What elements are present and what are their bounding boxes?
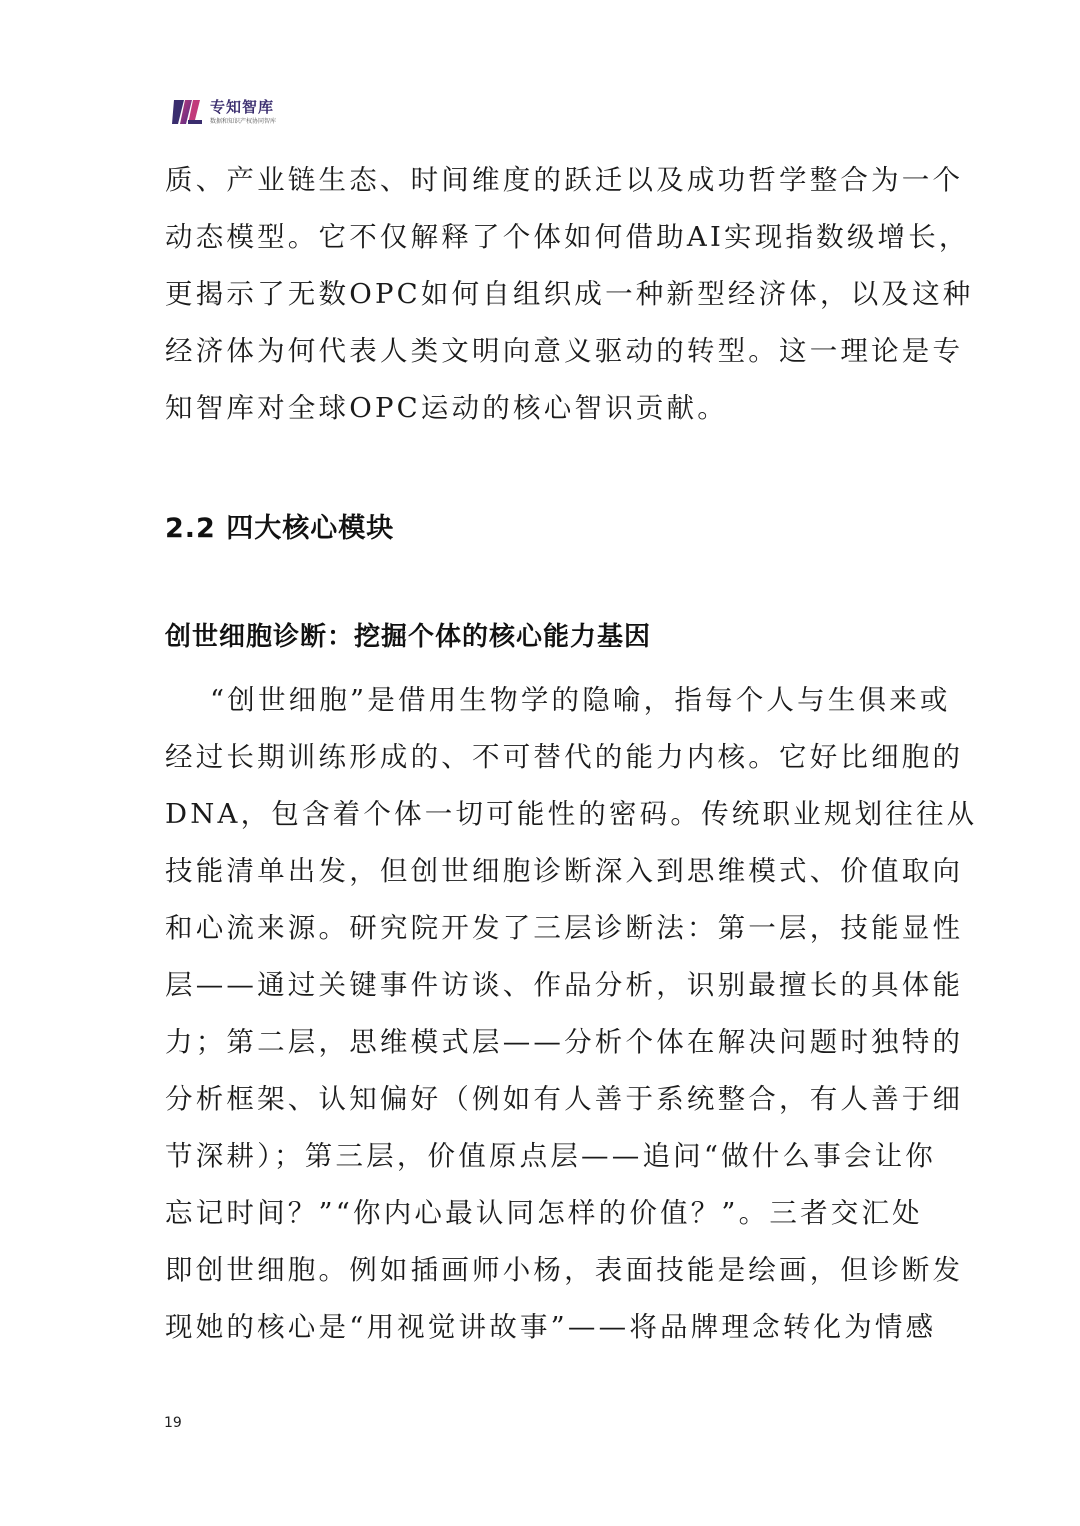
text-line: 经过长期训练形成的、不可替代的能力内核。它好比细胞的 xyxy=(165,741,964,773)
subsection-heading: 创世细胞诊断：挖掘个体的核心能力基因 xyxy=(165,622,652,652)
text-line: 忘记时间？”“你内心最认同怎样的价值？”。三者交汇处 xyxy=(165,1197,923,1229)
text-line: 即创世细胞。例如插画师小杨，表面技能是绘画，但诊断发 xyxy=(165,1254,964,1286)
logo-tagline: 数据和知识产权协同智库 xyxy=(210,118,277,125)
text-line: 节深耕）；第三层，价值原点层——追问“做什么事会让你 xyxy=(165,1140,937,1172)
logo-mark-icon xyxy=(172,98,204,126)
text-line: 和心流来源。研究院开发了三层诊断法：第一层，技能显性 xyxy=(165,912,964,944)
text-line: 分析框架、认知偏好（例如有人善于系统整合，有人善于细 xyxy=(165,1083,964,1115)
text-line: 力；第二层，思维模式层——分析个体在解决问题时独特的 xyxy=(165,1026,964,1058)
section-heading: 2.2 四大核心模块 xyxy=(165,513,395,544)
text-line: 知智库对全球OPC运动的核心智识贡献。 xyxy=(165,392,728,424)
text-line: 质、产业链生态、时间维度的跃迁以及成功哲学整合为一个 xyxy=(165,164,964,196)
intro-paragraph xyxy=(165,152,974,437)
text-line: “创世细胞”是借用生物学的隐喻，指每个人与生俱来或 xyxy=(210,684,951,716)
text-line: 动态模型。它不仅解释了个体如何借助AI实现指数级增长， xyxy=(165,221,970,253)
text-line: 技能清单出发，但创世细胞诊断深入到思维模式、价值取向 xyxy=(165,855,964,887)
logo-name: 专知智库 xyxy=(210,98,275,116)
text-line: DNA，包含着个体一切可能性的密码。传统职业规划往往从 xyxy=(165,798,978,830)
text-line: 更揭示了无数OPC如何自组织成一种新型经济体，以及这种 xyxy=(165,278,974,310)
text-line: 层——通过关键事件访谈、作品分析，识别最擅长的具体能 xyxy=(165,969,964,1001)
text-line: 现她的核心是“用视觉讲故事”——将品牌理念转化为情感 xyxy=(165,1311,937,1343)
text-line: 经济体为何代表人类文明向意义驱动的转型。这一理论是专 xyxy=(165,335,964,367)
body-paragraph xyxy=(165,672,978,1356)
page-number: 19 xyxy=(164,1415,182,1431)
